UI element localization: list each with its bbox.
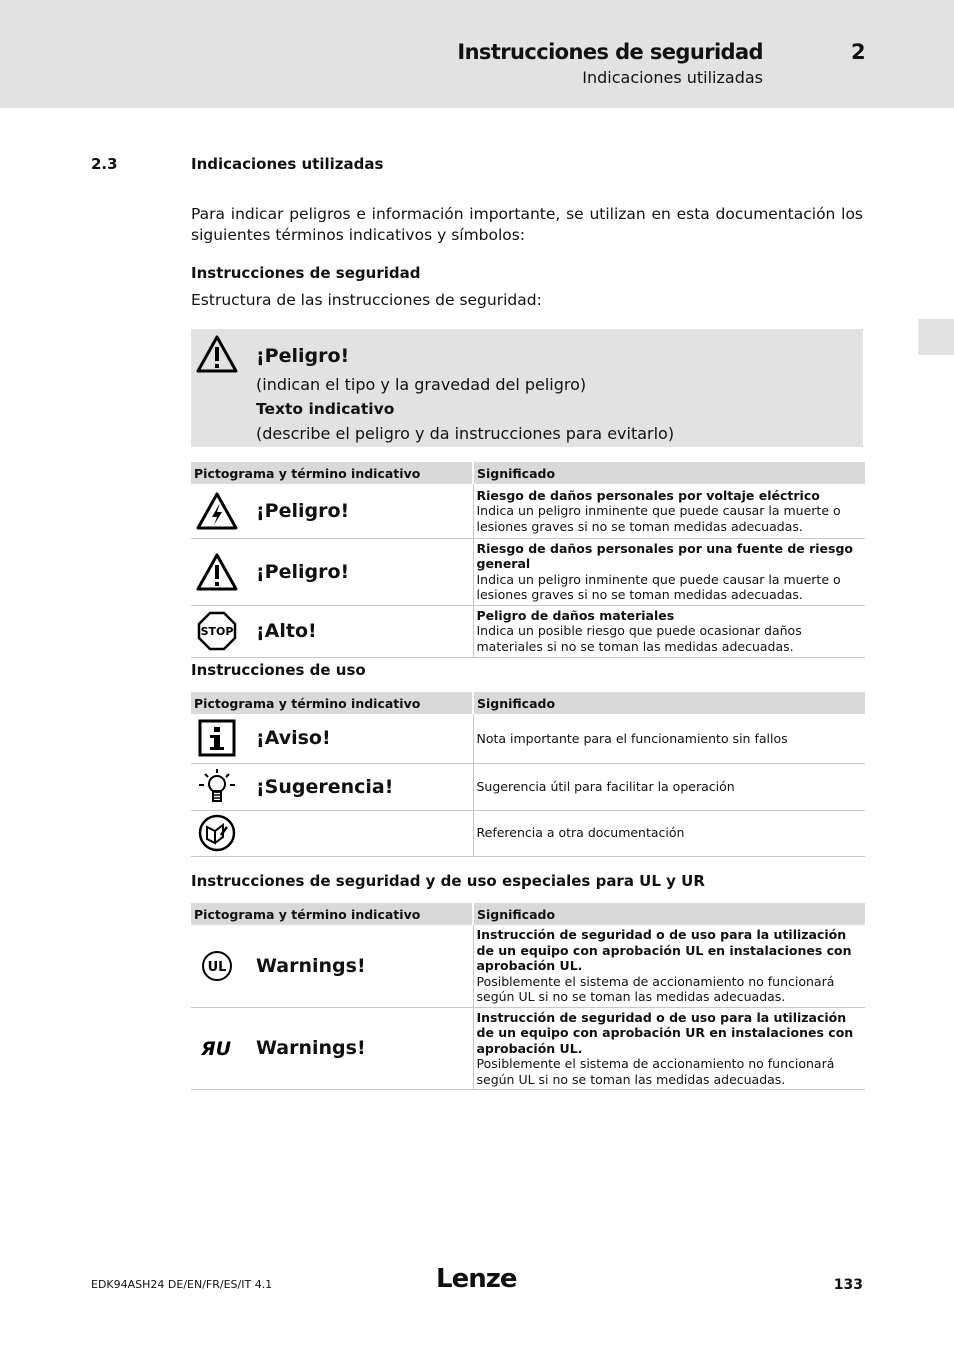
intro-paragraph: Para indicar peligros e información importante, se utilizan en esta documentación los siguientes términos indicativos y símbolos: — [191, 205, 863, 244]
stop-icon — [197, 611, 237, 651]
meaning-text: Nota importante para el funcionamiento sin fallos — [473, 714, 865, 763]
danger-box-line2: Texto indicativo — [256, 400, 395, 418]
svg-text:UL: UL — [207, 959, 227, 975]
ul-heading: Instrucciones de seguridad y de uso especiales para UL y UR — [191, 872, 705, 890]
term-label: ¡Aviso! — [256, 727, 331, 750]
section-title: Indicaciones utilizadas — [191, 155, 384, 173]
book-reference-icon — [197, 813, 237, 853]
danger-box-title: ¡Peligro! — [256, 345, 350, 367]
term-label: ¡Sugerencia! — [256, 775, 394, 798]
safety-heading: Instrucciones de seguridad — [191, 264, 421, 282]
document-code: EDK94ASH24 DE/EN/FR/ES/IT 4.1 — [91, 1278, 273, 1291]
term-label: ¡Peligro! — [256, 499, 350, 522]
lightbulb-icon — [196, 767, 238, 807]
meaning-text: Indica un peligro inminente que puede causar la muerte o lesiones graves si no se toman medidas adecuadas. — [476, 503, 841, 534]
table-row — [191, 484, 865, 538]
danger-box-line1: (indican el tipo y la gravedad del peligro) — [256, 375, 587, 394]
table-header-meaning: Significado — [473, 692, 865, 714]
page-number: 133 — [833, 1277, 863, 1293]
general-hazard-icon — [195, 552, 239, 592]
usage-symbol-table — [191, 692, 865, 857]
meaning-text: Posiblemente el sistema de accionamiento no funcionará según UL si no se toman las medidas adecuadas. — [476, 1056, 835, 1087]
chapter-number: 2 — [851, 40, 866, 64]
term-label: ¡Alto! — [256, 620, 317, 642]
ur-mark-icon — [198, 1034, 236, 1062]
safety-structure-text: Estructura de las instrucciones de seguridad: — [191, 291, 542, 309]
page-header-subtitle: Indicaciones utilizadas — [582, 68, 763, 87]
meaning-text: Posiblemente el sistema de accionamiento no funcionará según UL si no se toman las medidas adecuadas. — [476, 973, 835, 1004]
safety-symbol-table — [191, 462, 865, 658]
electric-hazard-icon — [195, 491, 239, 531]
meaning-text: Referencia a otra documentación — [473, 810, 865, 856]
ul-mark-icon — [200, 949, 234, 983]
meaning-title: Instrucción de seguridad o de uso para la utilización de un equipo con aprobación UL en instalaciones con aprobación UL. — [476, 927, 852, 973]
info-icon — [198, 719, 236, 757]
meaning-title: Instrucción de seguridad o de uso para la utilización de un equipo con aprobación UR en instalaciones con aprobación UL. — [476, 1009, 854, 1056]
ul-symbol-table — [191, 903, 865, 1090]
meaning-text: Indica un peligro inminente que puede causar la muerte o lesiones graves si no se toman medidas adecuadas. — [476, 571, 841, 602]
meaning-title: Riesgo de daños personales por voltaje eléctrico — [476, 487, 820, 503]
table-row — [191, 763, 865, 810]
table-header-meaning: Significado — [473, 462, 865, 484]
table-header-pictogram: Pictograma y término indicativo — [191, 462, 473, 484]
warning-triangle-icon — [195, 334, 239, 374]
table-row — [191, 925, 865, 1007]
svg-text:STOP: STOP — [200, 625, 234, 638]
table-row — [191, 538, 865, 605]
table-header-pictogram: Pictograma y término indicativo — [191, 692, 473, 714]
table-row — [191, 605, 865, 657]
term-label: ¡Peligro! — [256, 560, 350, 583]
meaning-text: Indica un posible riesgo que puede ocasionar daños materiales si no se toman las medidas adecuadas. — [476, 623, 802, 654]
table-row — [191, 810, 865, 856]
table-row — [191, 714, 865, 763]
danger-box-line3: (describe el peligro y da instrucciones para evitarlo) — [256, 424, 675, 443]
chapter-side-tab — [918, 319, 954, 355]
meaning-text: Sugerencia útil para facilitar la operación — [473, 763, 865, 810]
meaning-title: Riesgo de daños personales por una fuente de riesgo general — [476, 540, 853, 571]
lenze-logo: Lenze — [436, 1264, 517, 1294]
meaning-title: Peligro de daños materiales — [476, 607, 675, 623]
table-header-pictogram: Pictograma y término indicativo — [191, 903, 473, 925]
table-row — [191, 1007, 865, 1090]
danger-example-box — [191, 329, 863, 447]
table-header-meaning: Significado — [473, 903, 865, 925]
usage-heading: Instrucciones de uso — [191, 661, 366, 679]
term-label: Warnings! — [256, 954, 366, 977]
svg-text:ЯU: ЯU — [200, 1038, 232, 1061]
page-header-title: Instrucciones de seguridad — [457, 40, 763, 64]
term-label: Warnings! — [256, 1037, 366, 1060]
section-number: 2.3 — [91, 155, 118, 173]
